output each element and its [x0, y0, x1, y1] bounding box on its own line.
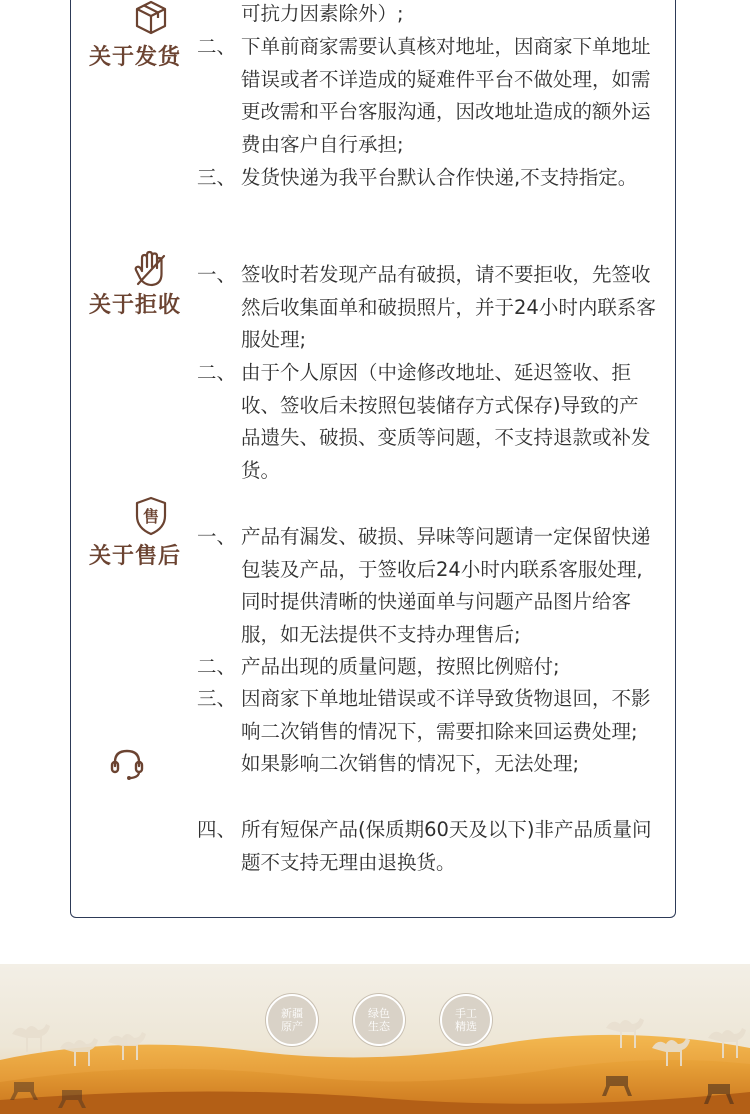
headset-icon — [71, 746, 183, 782]
list-item: 三、 发货快递为我平台默认合作快递,不支持指定。 — [197, 166, 638, 189]
list-item: 一、 产品有漏发、破损、异味等问题请一定保留快递包装及产品，于签收后24小时内联系客服处理,同时提供清晰的快递面单与问题产品图片给客服，如无法提供不支持办理售后; — [197, 525, 651, 646]
policy-panel — [70, 0, 676, 918]
list-item: 二、 下单前商家需要认真核对地址，因商家下单地址错误或者不详造成的疑难件平台不做处理，如需更改需和平台客服沟通，因改地址造成的额外运费由客户自行承担; — [197, 35, 651, 156]
package-icon — [95, 0, 207, 36]
hand-icon — [95, 250, 207, 288]
badge-eco: 绿色 生态 — [353, 994, 405, 1046]
section-title-after-sales: 关于售后 — [88, 544, 181, 569]
list-item: 可抗力因素除外）; — [241, 2, 404, 25]
section-title-shipping: 关于发货 — [88, 45, 181, 70]
badge-handpicked: 手工 精选 — [440, 994, 492, 1046]
badge-origin: 新疆 原产 — [266, 994, 318, 1046]
list-item: 二、 产品出现的质量问题，按照比例赔付; — [197, 655, 560, 678]
section-title-reject: 关于拒收 — [88, 293, 181, 318]
list-item: 四、 所有短保产品(保质期60天及以下)非产品质量问题不支持无理由退换货。 — [197, 818, 652, 874]
svg-text:售: 售 — [142, 507, 160, 526]
list-item: 一、 签收时若发现产品有破损，请不要拒收，先签收然后收集面单和破损照片，并于24小时内联系客服处理; — [197, 263, 656, 351]
desert-banner — [0, 964, 750, 1114]
list-item: 三、 因商家下单地址错误或不详导致货物退回，不影响二次销售的情况下，需要扣除来回运费处理;如果影响二次销售的情况下，无法处理; — [197, 687, 651, 775]
list-item: 二、 由于个人原因（中途修改地址、延迟签收、拒收、签收后未按照包装储存方式保存)导致的产品遗失、破损、变质等问题，不支持退款或补发货。 — [197, 361, 651, 482]
shield-sale-icon — [95, 496, 207, 536]
